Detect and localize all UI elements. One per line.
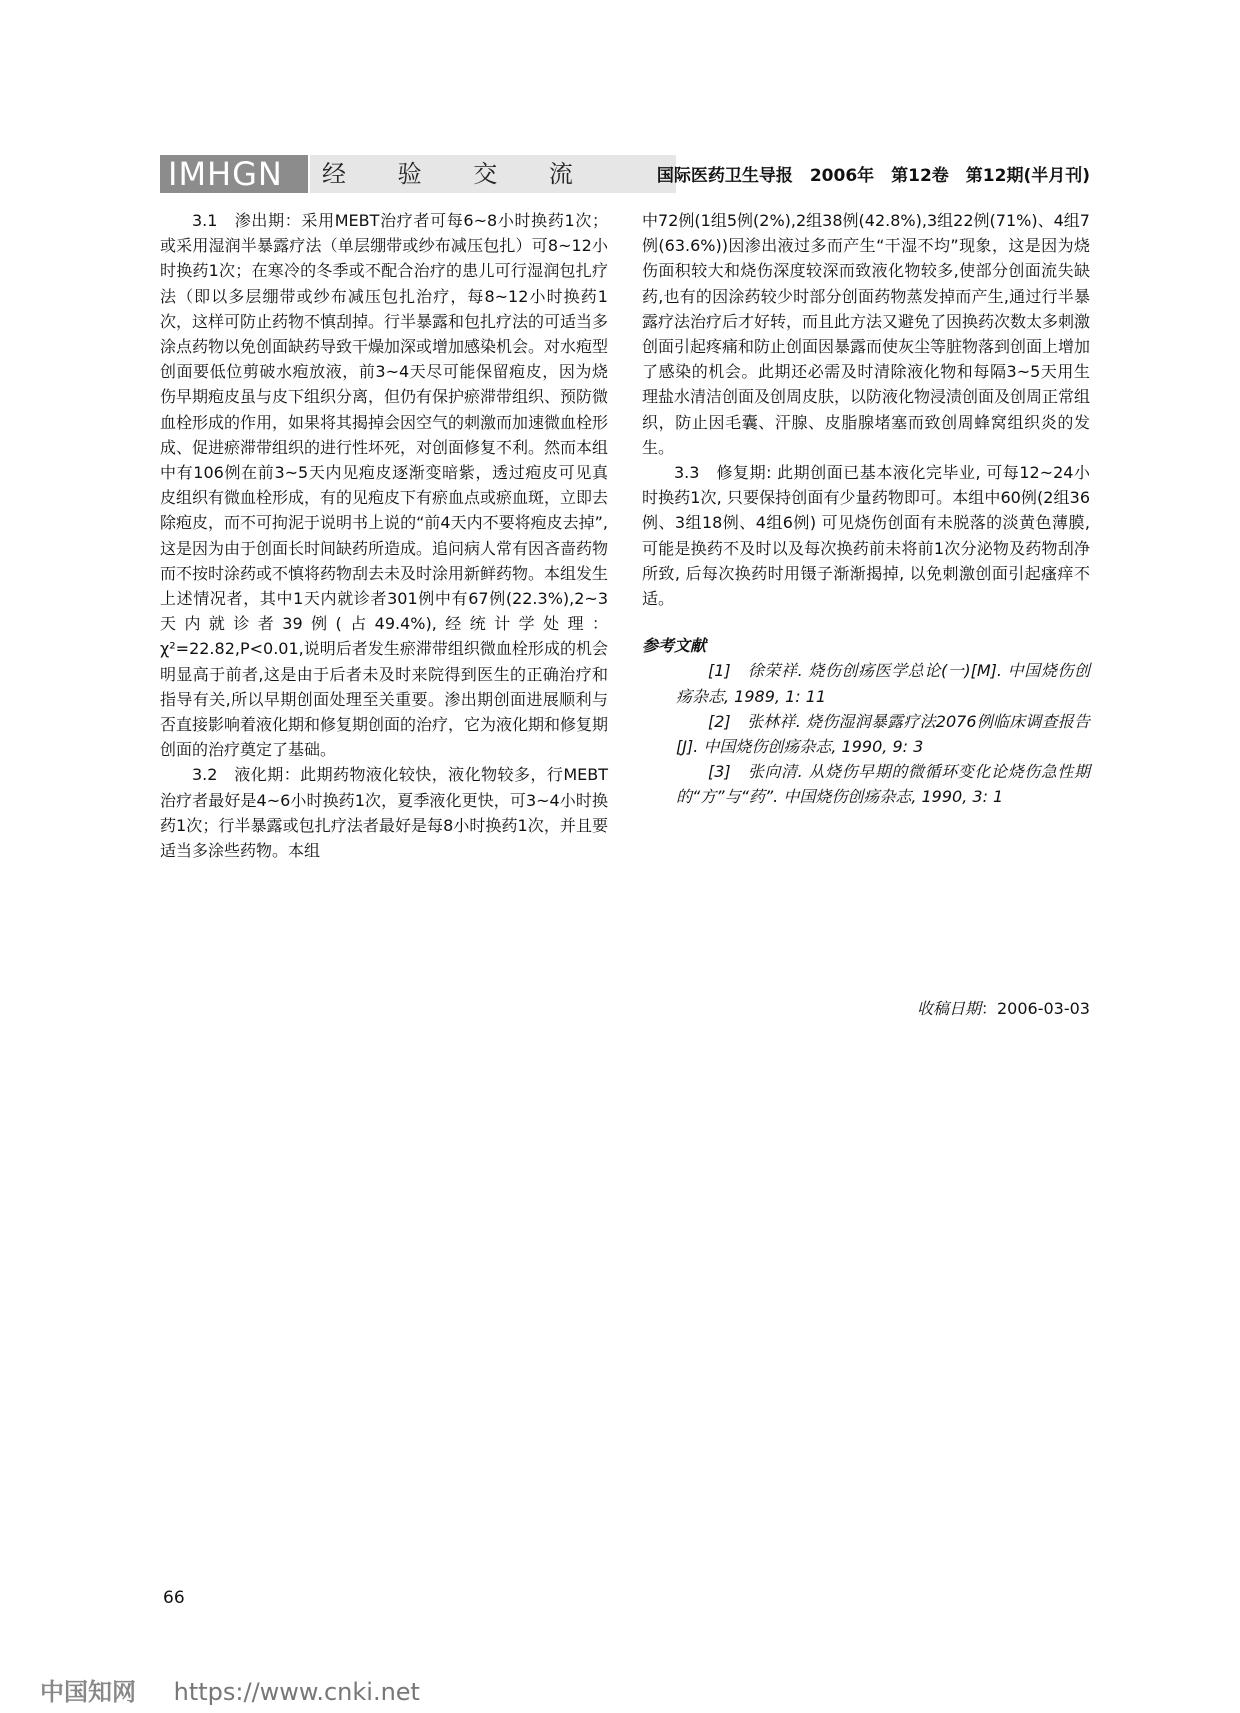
cnki-logo: 中国知网 <box>40 1678 136 1706</box>
paragraph-liquefaction-stage: 3.2 液化期：此期药物液化较快，液化物较多，行MEBT治疗者最好是4~6小时换药1次，夏季液化更快，可3~4小时换药1次；行半暴露或包扎疗法者最好是每8小时换药1次，并且要适当多涂些药物。本组 <box>160 765 608 861</box>
footer-watermark <box>40 1672 420 1707</box>
received-value: ：2006-03-03 <box>981 999 1090 1018</box>
cnki-url-link[interactable]: https://www.cnki.net <box>173 1678 420 1706</box>
page-number: 66 <box>163 1588 185 1608</box>
reference-item: [1] 徐荣祥. 烧伤创疡医学总论(一)[M]. 中国烧伤创疡杂志, 1989, 1: 11 <box>676 661 1090 706</box>
references-heading: 参考文献 <box>642 636 707 656</box>
received-label: 收稿日期 <box>916 999 981 1018</box>
journal-info: 国际医药卫生导报 2006年 第12卷 第12期(半月刊) <box>656 166 1090 186</box>
section-title: 经 验 交 流 <box>310 155 676 193</box>
page-header <box>160 155 1090 193</box>
paragraph-continued: 中72例(1组5例(2%),2组38例(42.8%),3组22例(71%)、4组7例(63.6%))因渗出液过多而产生“干湿不均”现象，这是因为烧伤面积较大和烧伤深度较深而致液化物较多,使部分创面流失缺药,也有的因涂药较少时部分创面药物蒸发掉而产生,通过行半暴露疗法治疗后才好转，而且此方法又避免了因换药次数太多刺激创面引起疼痛和防止创面因暴露而使灰尘等脏物落到创面上增加了感染的机会。此期还必需及时清除液化物和每隔3~5天用生理盐水清洁创面及创周皮肤，以防液化物浸渍创面及创周正常组织，防止因毛囊、汗腺、皮脂腺堵塞而致创周蜂窝组织炎的发生。 <box>642 211 1091 457</box>
journal-brand-logo: IMHGN <box>160 155 308 193</box>
paragraph-exudation-stage: 3.1 渗出期：采用MEBT治疗者可每6~8小时换药1次；或采用湿润半暴露疗法（单层绷带或纱布减压包扎）可8~12小时换药1次；在寒冷的冬季或不配合治疗的患儿可行湿润包扎疗法（即以多层绷带或纱布减压包扎治疗，每8~12小时换药1次，这样可防止药物不慎刮掉。行半暴露和包扎疗法的可适当多涂点药物以免创面缺药导致干燥加深或增加感染机会。对水疱型创面要低位剪破水疱放液，前3~4天尽可能保留疱皮，因为烧伤早期疱皮虽与皮下组织分离，但仍有保护瘀滞带组织、预防微血栓形成的作用，如果将其揭掉会因空气的刺激而加速微血栓形成、促进瘀滞带组织的进行性坏死，对创面修复不利。然而本组中有106例在前3~5天内见疱皮逐渐变暗紫，透过疱皮可见真皮组织有微血栓形成，有的见疱皮下有瘀血点或瘀血斑，立即去除疱皮，而不可拘泥于说明书上说的“前4天内不要将疱皮去掉”,这是因为由于创面长时间缺药所造成。追问病人常有因吝啬药物而不按时涂药或不慎将药物刮去未及时涂用新鲜药物。本组发生上述情况者，其中1天内就诊者301例中有67例(22.3%),2~3天内就诊者39例(占49.4%),经统计学处理：χ²=22.82,P<0.01,说明后者发生瘀滞带组织微血栓形成的机会明显高于前者,这是由于后者未及时来院得到医生的正确治疗和指导有关,所以早期创面处理至关重要。渗出期创面进展顺利与否直接影响着液化期和修复期创面的治疗，它为液化期和修复期创面的治疗奠定了基础。 <box>160 211 609 760</box>
right-column <box>642 208 1090 810</box>
paragraph-repair-stage: 3.3 修复期: 此期创面已基本液化完毕业, 可每12~24小时换药1次, 只要保持创面有少量药物即可。本组中60例(2组36例、3组18例、4组6例) 可见烧伤创面有未脱落的淡黄色薄膜, 可能是换药不及时以及每次换药前未将前1次分泌物及药物刮净所致, 后每次换药时用镊子渐渐揭掉, 以免刺激创面引起瘙痒不适。 <box>642 463 1090 609</box>
left-column <box>160 208 608 863</box>
reference-item: [3] 张向清. 从烧伤早期的微循环变化论烧伤急性期的“方”与“药”. 中国烧伤创疡杂志, 1990, 3: 1 <box>676 762 1090 807</box>
reference-item: [2] 张林祥. 烧伤湿润暴露疗法2076例临床调查报告[J]. 中国烧伤创疡杂志, 1990, 9: 3 <box>676 711 1090 757</box>
received-date <box>642 996 1090 1019</box>
